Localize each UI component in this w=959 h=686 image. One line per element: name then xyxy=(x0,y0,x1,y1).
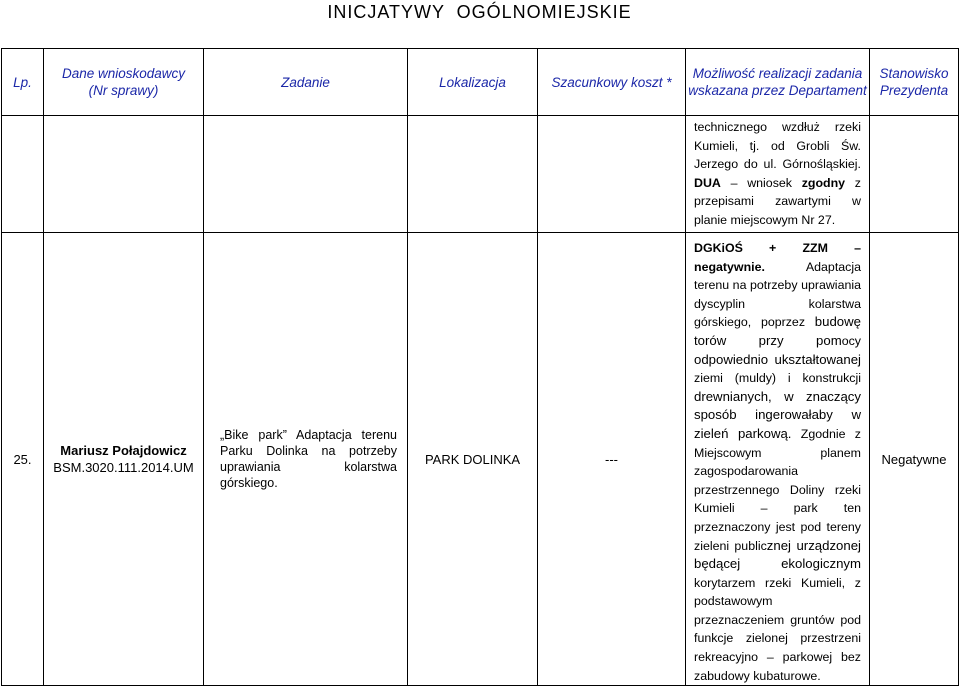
header-position xyxy=(870,49,959,116)
feasibility-text-4: odpowiednio ukształtowanej xyxy=(694,351,861,367)
row-cost: --- xyxy=(538,233,686,686)
feasibility-text-9: korytarzem rzeki Kumieli, z podstawowym przeznaczeniem gruntów pod funkcje zielonej przestrzeni rekreacyjno – parkowej bez zabudowy kubaturowe. xyxy=(694,575,861,683)
cont-text-3: z przepisami zawartymi w planie miejscowym Nr 27. xyxy=(694,175,862,227)
row-position: Negatywne xyxy=(870,233,959,686)
row-lp: 25. xyxy=(2,233,44,686)
cont-zgodny: zgodny xyxy=(801,175,846,190)
header-applicant-line2: (Nr sprawy) xyxy=(88,83,159,98)
header-location: Lokalizacja xyxy=(408,49,538,116)
cont-feasibility xyxy=(686,116,870,233)
row-location: PARK DOLINKA xyxy=(408,233,538,686)
applicant-name: Mariusz Połajdowicz xyxy=(60,443,187,459)
header-task: Zadanie xyxy=(204,49,408,116)
header-lp: Lp. xyxy=(2,49,44,116)
header-feasibility-line1: Możliwość realizacji zadania xyxy=(692,66,863,81)
cont-location xyxy=(408,116,538,233)
cont-task xyxy=(204,116,408,233)
document-title: INICJATYWY OGÓLNOMIEJSKIE xyxy=(327,2,632,22)
feasibility-text-2: budowę torów przy pom xyxy=(694,314,861,348)
header-applicant-line1: Dane wnioskodawcy xyxy=(61,66,186,81)
header-position-line1: Stanowisko xyxy=(879,66,949,81)
row-applicant xyxy=(44,233,204,686)
header-cost: Szacunkowy koszt * xyxy=(538,49,686,116)
feasibility-text-1: Adaptacja terenu na potrzeby uprawiania dyscyplin kolarstwa górskiego, poprzez xyxy=(694,259,861,330)
feasibility-text-3: ocy xyxy=(841,333,861,348)
header-feasibility-line2: wskazana przez Departament xyxy=(688,83,867,98)
row-task: „Bike park” Adaptacja terenu Parku Dolinka na potrzeby uprawiania kolarstwa górskiego. xyxy=(204,233,408,686)
cont-applicant xyxy=(44,116,204,233)
cont-text-1: technicznego wzdłuż rzeki Kumieli, tj. od Grobli Św. Jerzego do ul. Górnośląskiej. xyxy=(694,120,861,172)
table-row xyxy=(2,233,959,686)
feasibility-text-7: Zgodnie z Miejscowym planem zagospodarowania przestrzennego Doliny rzeki Kumieli – park ten przeznaczony jest pod tereny zieleni public xyxy=(694,426,861,553)
initiatives-table xyxy=(1,48,959,686)
header-row xyxy=(2,49,959,116)
feasibility-text-8: znej urządzonej będącej ekologicznym xyxy=(694,537,861,572)
cont-cost xyxy=(538,116,686,233)
header-applicant xyxy=(44,49,204,116)
cont-text-2: – wniosek xyxy=(720,175,802,190)
cont-lp xyxy=(2,116,44,233)
feasibility-verdict: DGKiOŚ + ZZM – negatywnie. xyxy=(694,241,861,274)
header-feasibility xyxy=(686,49,870,116)
continuation-row xyxy=(2,116,959,233)
feasibility-text-6: drewnianych, w znaczący sposób ingerowałaby w zieleń parkową. xyxy=(694,388,861,441)
feasibility-text-5: ziemi (muldy) i konstrukcji xyxy=(694,371,861,386)
header-position-line2: Prezydenta xyxy=(879,83,949,98)
cont-position xyxy=(870,116,959,233)
cont-dua: DUA xyxy=(694,175,721,190)
case-number: BSM.3020.111.2014.UM xyxy=(53,460,194,476)
row-feasibility xyxy=(686,233,870,686)
